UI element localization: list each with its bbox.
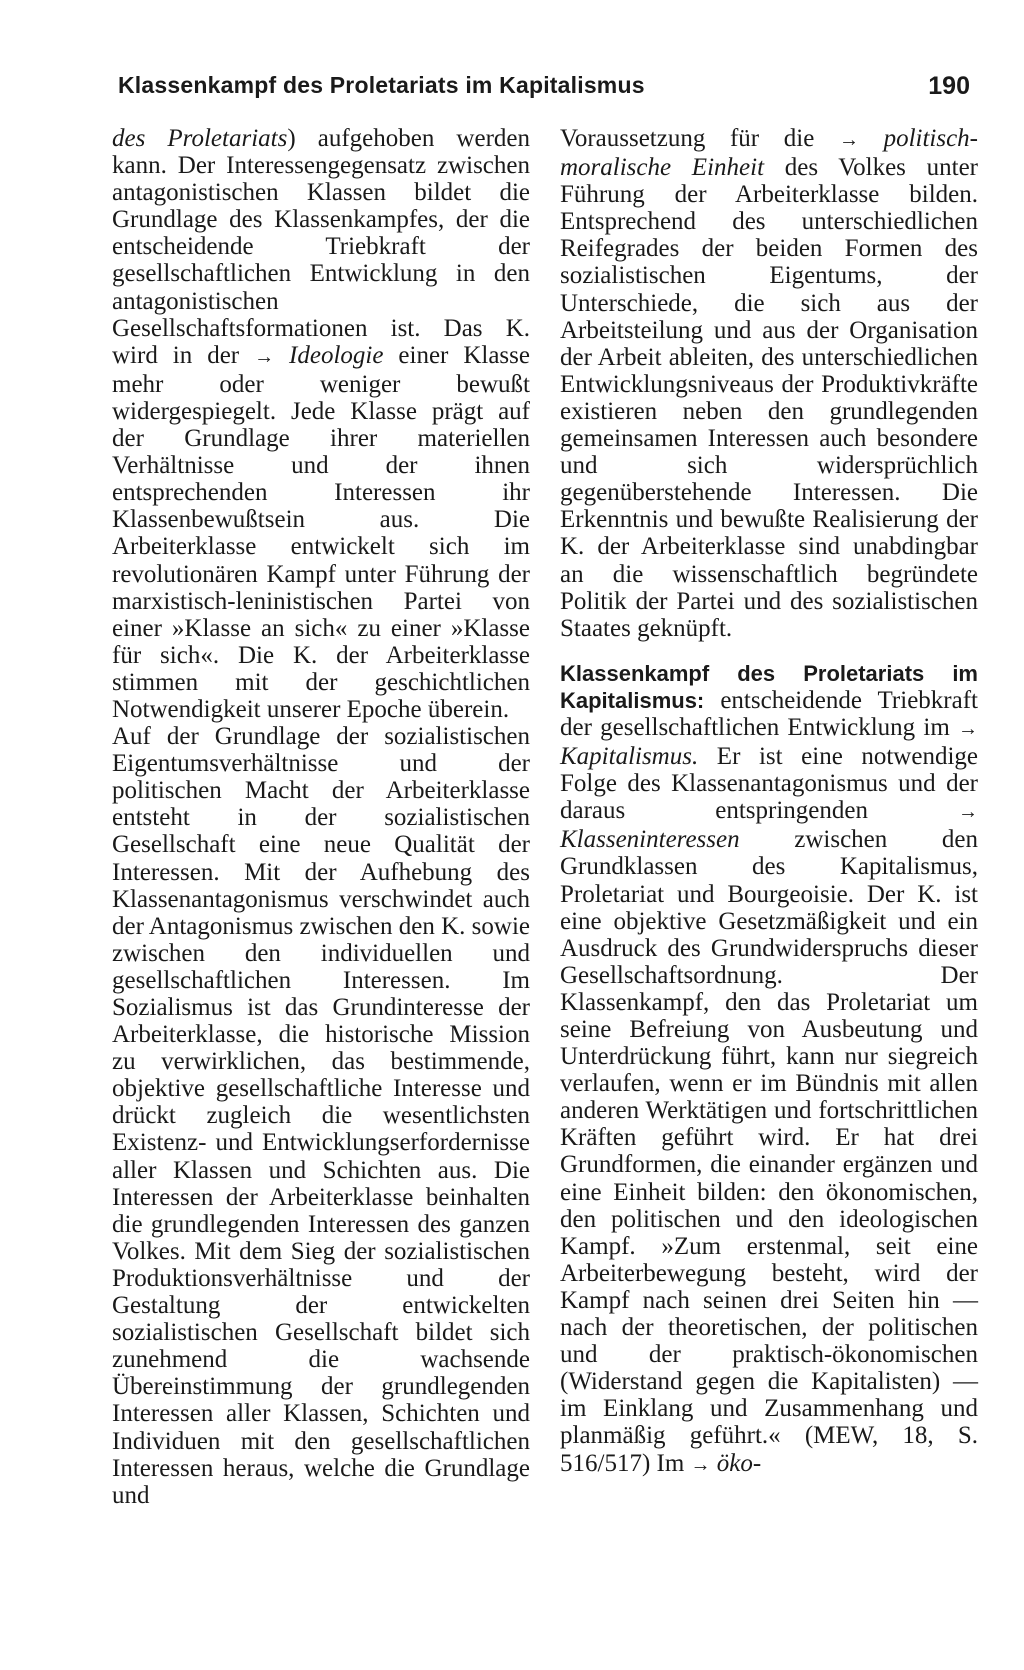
page-header (118, 72, 970, 106)
left-paragraph-2: Auf der Grundlage der sozialistischen Eigentumsverhältnisse und der politischen Macht der Arbeiterklasse entsteht in der sozialistischen Gesellschaft eine neue Qualität der Interessen. Mit der Aufhebung des Klassenantagonismus verschwindet auch der Antagonismus zwischen den K. sowie zwischen den individuellen und gesellschaftlichen Interessen. Im Sozialismus ist das Grundinteresse der Arbeiterklasse, die historische Mission zu verwirklichen, das bestimmende, objektive gesellschaftliche Interesse und drückt zugleich die wesentlichsten Existenz- und Entwicklungserfordernisse aller Klassen und Schichten aus. Die Interessen der Arbeiterklasse beinhalten die grundlegenden Interessen des ganzen Volkes. Mit dem Sieg der sozialistischen Produktionsverhältnisse und der Gestaltung der entwickelten sozialistischen Gesellschaft bildet sich zunehmend die wachsende Übereinstimmung der grundlegenden Interessen aller Klassen, Schichten und Individuen mit den gesellschaftlichen Interessen heraus, welche die Grundlage und (112, 723, 530, 1509)
crossref-link: öko- (710, 1449, 762, 1477)
entry-klassenkampf (560, 660, 978, 1479)
right-paragraph-1 (560, 125, 978, 642)
entry-gap (560, 642, 978, 660)
text-run: Er ist eine notwendige Folge des Klassenantagonismus und der daraus entspringenden (560, 743, 978, 825)
left-column (112, 125, 530, 1509)
crossref-arrow-icon: → (958, 717, 978, 740)
crossref-link: politisch-moralische Einheit (560, 125, 978, 182)
left-paragraph-1 (112, 125, 530, 723)
crossref-link: Klasseninteressen (560, 826, 740, 854)
crossref-term: des Proletariats (112, 125, 288, 152)
text-run: ) aufgehoben werden kann. Der Interessengegensatz zwischen antagonistischen Klassen bildet die Grundlage des Klassenkampfes, der die entscheidende Triebkraft der gesellschaftlichen Entwicklung in den antagonistischen Gesellschaftsformationen ist. Das K. wird in der (112, 125, 530, 369)
text-run: zwischen den Grundklassen des Kapitalismus, Proletariat und Bourgeoisie. Der K. ist eine objektive Gesetzmäßigkeit und ein Ausdruck des Grundwiderspruchs dieser Gesellschaftsordnung. Der Klassenkampf, den das Proletariat um seine Befreiung von Ausbeutung und Unterdrückung führt, kann nur siegreich verlaufen, wenn er im Bündnis mit allen anderen Werktätigen und fortschrittlichen Kräften geführt wird. Er hat drei Grundformen, die einander ergänzen und eine Einheit bilden: den ökonomischen, den politischen und den ideologischen Kampf. »Zum erstenmal, seit eine Arbeiterbewegung besteht, wird der Kampf nach seinen drei Seiten hin — nach der theoretischen, der politischen und der praktisch-ökonomischen (Widerstand gegen die Kapitalisten) — im Einklang und Zusammenhang und planmäßig geführt.« (MEW, 18, S. 516/517) Im (560, 826, 978, 1477)
page-number: 190 (928, 72, 970, 100)
right-column (560, 125, 978, 1479)
text-run: des Volkes unter Führung der Arbeiterklasse bilden. Entsprechend des unterschiedlichen Reifegrades der beiden Formen des sozialistischen Eigentums, der Unterschiede, die sich aus der Arbeitsteilung und aus der Organisation der Arbeit ableiten, des unterschiedlichen Entwicklungsniveaus der Produktivkräfte existieren neben den grundlegenden gemeinsamen Interessen auch besondere und sich widersprüchlich gegenüberstehende Interessen. Die Erkenntnis und bewußte Realisierung der K. der Arbeiterklasse sind unabdingbar an die wissenschaftlich begründete Politik der Partei und des sozialistischen Staates geknüpft. (560, 154, 978, 642)
text-run: Voraussetzung für die (560, 125, 839, 152)
crossref-arrow-icon: → (254, 345, 275, 368)
crossref-arrow-icon: → (690, 1453, 711, 1476)
crossref-arrow-icon: → (958, 801, 978, 824)
crossref-arrow-icon: → (838, 129, 859, 151)
running-head: Klassenkampf des Proletariats im Kapitalismus (118, 72, 645, 98)
entry-heading: Klassenkampf des Proletariats im Kapitalismus: (560, 660, 978, 713)
crossref-link: Ideologie (274, 341, 384, 369)
text-run: einer Klasse mehr oder weniger bewußt widergespiegelt. Jede Klasse prägt auf der Grundlage ihrer materiellen Verhältnisse und der ihnen entsprechenden Interessen ihr Klassenbewußtsein aus. Die Arbeiterklasse entwickelt sich im revolutionären Kampf unter Führung der marxistisch-leninistischen Partei von einer »Klasse an sich« zu einer »Klasse für sich«. Die K. der Arbeiterklasse stimmen mit der geschichtlichen Notwendigkeit unserer Epoche überein. (112, 341, 530, 723)
text-run: entscheidende Triebkraft der gesellschaftlichen Entwicklung im (560, 686, 978, 741)
crossref-link: Kapitalismus. (560, 743, 699, 771)
